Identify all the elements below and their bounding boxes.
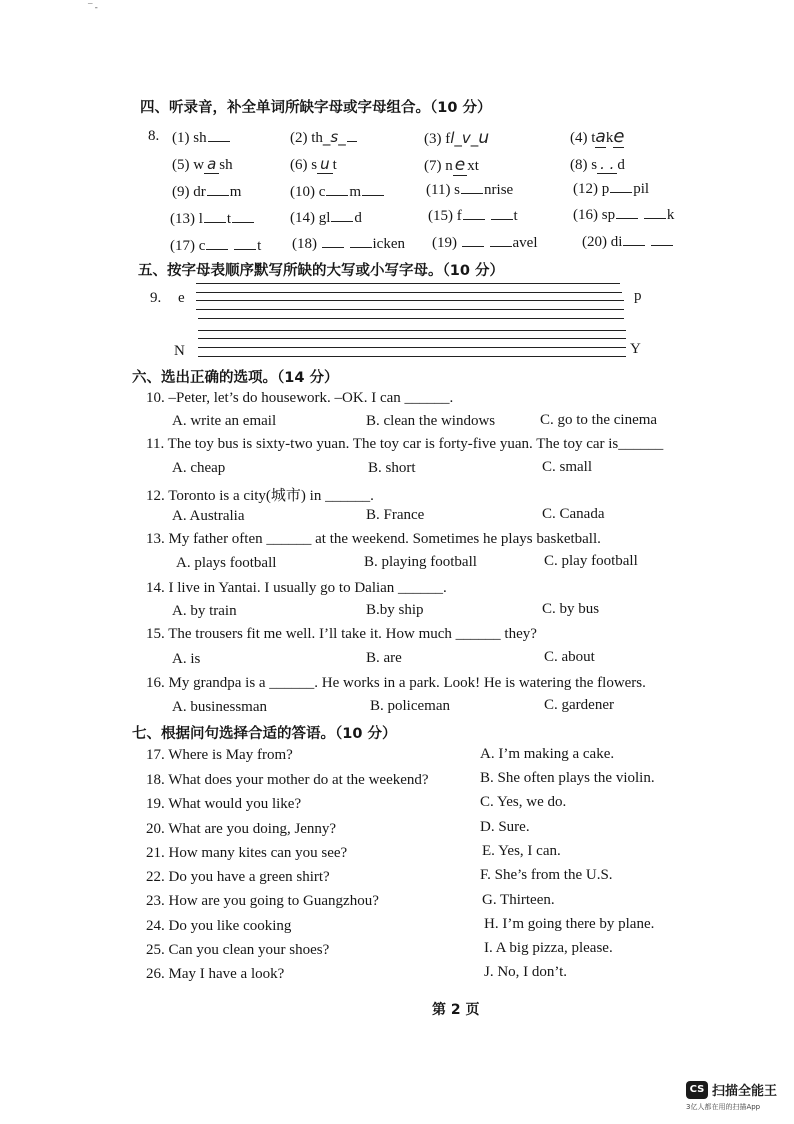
section7-title: 七、根据问句选择合适的答语。（10 分） — [132, 726, 397, 742]
section5-title: 五、按字母表顺序默写所缺的大写或小写字母。（10 分） — [138, 263, 504, 279]
question-16: 16. My grandpa is a ______. He works in a park. Look! He is watering the flowers. — [146, 675, 646, 691]
blank-item-15: (15) f t — [428, 208, 518, 224]
match-answer-b: B. She often plays the violin. — [480, 770, 655, 786]
writing-line — [198, 347, 626, 348]
q10-option-a: A. write an email — [172, 413, 277, 429]
match-answer-e: E. Yes, I can. — [482, 843, 561, 859]
match-answer-j: J. No, I don’t. — [484, 964, 568, 980]
match-answer-g: G. Thirteen. — [482, 892, 555, 908]
match-answer-f: F. She’s from the U.S. — [480, 867, 613, 883]
handwritten-answer: _s_ — [322, 128, 346, 146]
alphabet-row1-end: p — [634, 288, 642, 304]
match-question-17: 17. Where is May from? — [146, 747, 293, 763]
alphabet-row2-end: Y — [630, 341, 641, 357]
question-8-number: 8. — [148, 128, 160, 144]
q15-option-b: B. are — [366, 650, 402, 666]
question-12: 12. Toronto is a city(城市) in ______. — [146, 488, 374, 504]
writing-line — [196, 283, 620, 284]
match-question-26: 26. May I have a look? — [146, 966, 285, 982]
handwritten-answer: e — [613, 126, 625, 147]
blank-item-4: (4) take — [570, 126, 625, 147]
match-answer-c: C. Yes, we do. — [480, 794, 567, 810]
writing-line — [198, 330, 626, 331]
writing-line — [196, 300, 624, 301]
alphabet-row1-start: e — [178, 290, 185, 306]
question-9-number: 9. — [150, 290, 162, 306]
match-question-19: 19. What would you like? — [146, 796, 302, 812]
blank-item-1: (1) sh — [172, 128, 231, 147]
handwritten-answer: u — [317, 155, 333, 174]
match-answer-d: D. Sure. — [480, 819, 530, 835]
handwritten-answer: . . — [597, 155, 617, 174]
writing-line — [196, 292, 622, 293]
q13-option-b: B. playing football — [364, 554, 477, 570]
blank-item-17: (17) c t — [170, 238, 262, 254]
q12-option-b: B. France — [366, 507, 425, 523]
scanner-logo-icon: CS — [686, 1081, 708, 1099]
q11-option-a: A. cheap — [172, 460, 226, 476]
question-11: 11. The toy bus is sixty-two yuan. The toy car is forty-five yuan. The toy car is______ — [146, 436, 664, 452]
q15-option-c: C. about — [544, 649, 595, 665]
blank-item-5: (5) w a sh — [172, 155, 233, 173]
blank-item-20: (20) di — [582, 232, 674, 251]
blank-item-2: (2) th_s_ — [290, 128, 358, 147]
scanner-app-name: 扫描全能王 — [712, 1084, 778, 1099]
q16-option-a: A. businessman — [172, 699, 267, 715]
blank-item-6: (6) s u t — [290, 155, 337, 173]
q11-option-c: C. small — [542, 459, 593, 475]
match-question-18: 18. What does your mother do at the weekend? — [146, 772, 429, 788]
page-number: 第 2 页 — [432, 1002, 480, 1018]
handwritten-answer: a — [595, 127, 606, 147]
q10-option-c: C. go to the cinema — [540, 412, 658, 428]
q15-option-a: A. is — [172, 651, 201, 667]
q13-option-c: C. play football — [544, 553, 638, 569]
handwritten-answer: e — [454, 155, 466, 175]
question-10: 10. –Peter, let’s do housework. –OK. I can ______. — [146, 390, 454, 406]
q10-option-b: B. clean the windows — [366, 413, 496, 429]
blank-item-16: (16) sp k — [573, 207, 675, 223]
match-answer-i: I. A big pizza, please. — [484, 940, 613, 956]
q14-option-c: C. by bus — [542, 601, 600, 617]
scanner-app-slogan: 3亿人都在用的扫描App — [686, 1103, 761, 1111]
match-question-21: 21. How many kites can you see? — [146, 845, 348, 861]
q12-option-c: C. Canada — [542, 506, 605, 522]
writing-line — [198, 356, 626, 357]
question-13: 13. My father often ______ at the weekend. Sometimes he plays basketball. — [146, 531, 601, 547]
match-question-24: 24. Do you like cooking — [146, 918, 292, 934]
q14-option-b: B.by ship — [366, 602, 424, 618]
writing-line — [198, 318, 624, 319]
q16-option-c: C. gardener — [544, 697, 614, 713]
blank-item-12: (12) p pil — [573, 181, 650, 197]
match-answer-a: A. I’m making a cake. — [480, 746, 615, 762]
corner-mark: ¯ - — [88, 2, 98, 12]
match-question-22: 22. Do you have a green shirt? — [146, 869, 330, 885]
blank-item-11: (11) s nrise — [426, 182, 514, 198]
handwritten-answer: u — [478, 128, 490, 148]
writing-line — [196, 309, 624, 310]
blank-item-9: (9) dr m — [172, 184, 242, 200]
writing-line — [198, 338, 626, 339]
question-15: 15. The trousers fit me well. I’ll take it. How much ______ they? — [146, 626, 537, 642]
q14-option-a: A. by train — [172, 603, 237, 619]
alphabet-row2-start: N — [174, 343, 185, 359]
question-14: 14. I live in Yantai. I usually go to Dalian ______. — [146, 580, 447, 596]
handwritten-answer: a — [204, 155, 219, 174]
blank-item-10: (10) c m — [290, 182, 385, 201]
blank-item-8: (8) s . . d — [570, 155, 625, 173]
blank-item-14: (14) gl d — [290, 210, 362, 226]
match-answer-h: H. I’m going there by plane. — [484, 916, 655, 932]
blank-item-7: (7) n e xt — [424, 155, 479, 175]
blank-item-3: (3) fl_v_u — [424, 128, 490, 148]
blank-item-18: (18) icken — [292, 236, 405, 252]
q12-option-a: A. Australia — [172, 508, 245, 524]
section4-title: 四、听录音，补全单词所缺字母或字母组合。（10 分） — [140, 100, 492, 116]
q16-option-b: B. policeman — [370, 698, 450, 714]
match-question-25: 25. Can you clean your shoes? — [146, 942, 330, 958]
match-question-23: 23. How are you going to Guangzhou? — [146, 893, 379, 909]
blank-item-19: (19) avel — [432, 235, 538, 251]
q11-option-b: B. short — [368, 460, 416, 476]
q13-option-a: A. plays football — [176, 555, 277, 571]
blank-item-13: (13) l t — [170, 209, 255, 228]
match-question-20: 20. What are you doing, Jenny? — [146, 821, 337, 837]
section6-title: 六、选出正确的选项。（14 分） — [132, 370, 339, 386]
